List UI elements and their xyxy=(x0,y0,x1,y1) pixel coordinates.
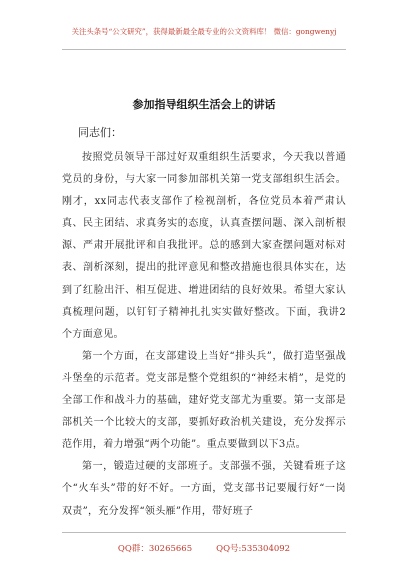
paragraph: 第一，锻造过硬的支部班子。支部强不强，关键看班子这个“火车头”带的好不好。一方面，党支部书记要履行好“一岗双责”，充分发挥“领头雁”作用，带好班子 xyxy=(62,461,346,517)
paragraph: 第一个方面，在支部建设上当好“排头兵”，做打造坚强战斗堡垒的示范者。党支部是整个党组织的“神经末梢”，是党的全部工作和战斗力的基础，建好党支部尤为重要。第一支部是部机关一个比较大的支部，要抓好政治机关建设，充分发挥示范作用，着力增强“两个功能”。重点要做到以下3点。 xyxy=(62,350,346,451)
header-banner: 关注头条号“公文研究”，获得最新最全最专业的公文资料库！ 微信：gongwenyj xyxy=(71,27,337,36)
paragraph: 按照党员领导干部过好双重组织生活要求，今天我以普通党员的身份，与大家一同参加部机关第一党支部组织生活会。刚才，xx同志代表支部作了检视剖析，各位党员本着严肃认真、民主团结、求真务实的态度，认真查摆问题、深入剖析根源、严肃开展批评和自我批评。总的感到大家查摆问题对标对表、剖析深刻，提出的批评意见和整改措施也很具体实在，达到了红脸出汗、相互促进、增进团结的良好效果。希望大家认真梳理问题，以钉钉子精神扎扎实实做好整改。下面，我讲2个方面意见。 xyxy=(62,152,346,340)
footer-qq: QQ号:535304092 xyxy=(216,544,291,554)
footer-qq-group: QQ群：30265665 xyxy=(117,544,193,554)
footer-divider xyxy=(62,532,346,533)
header-divider xyxy=(62,49,346,50)
document-body xyxy=(62,147,346,523)
document-title: 参加指导组织生活会上的讲话 xyxy=(132,98,276,111)
salutation: 同志们： xyxy=(78,126,122,139)
footer xyxy=(0,542,408,554)
